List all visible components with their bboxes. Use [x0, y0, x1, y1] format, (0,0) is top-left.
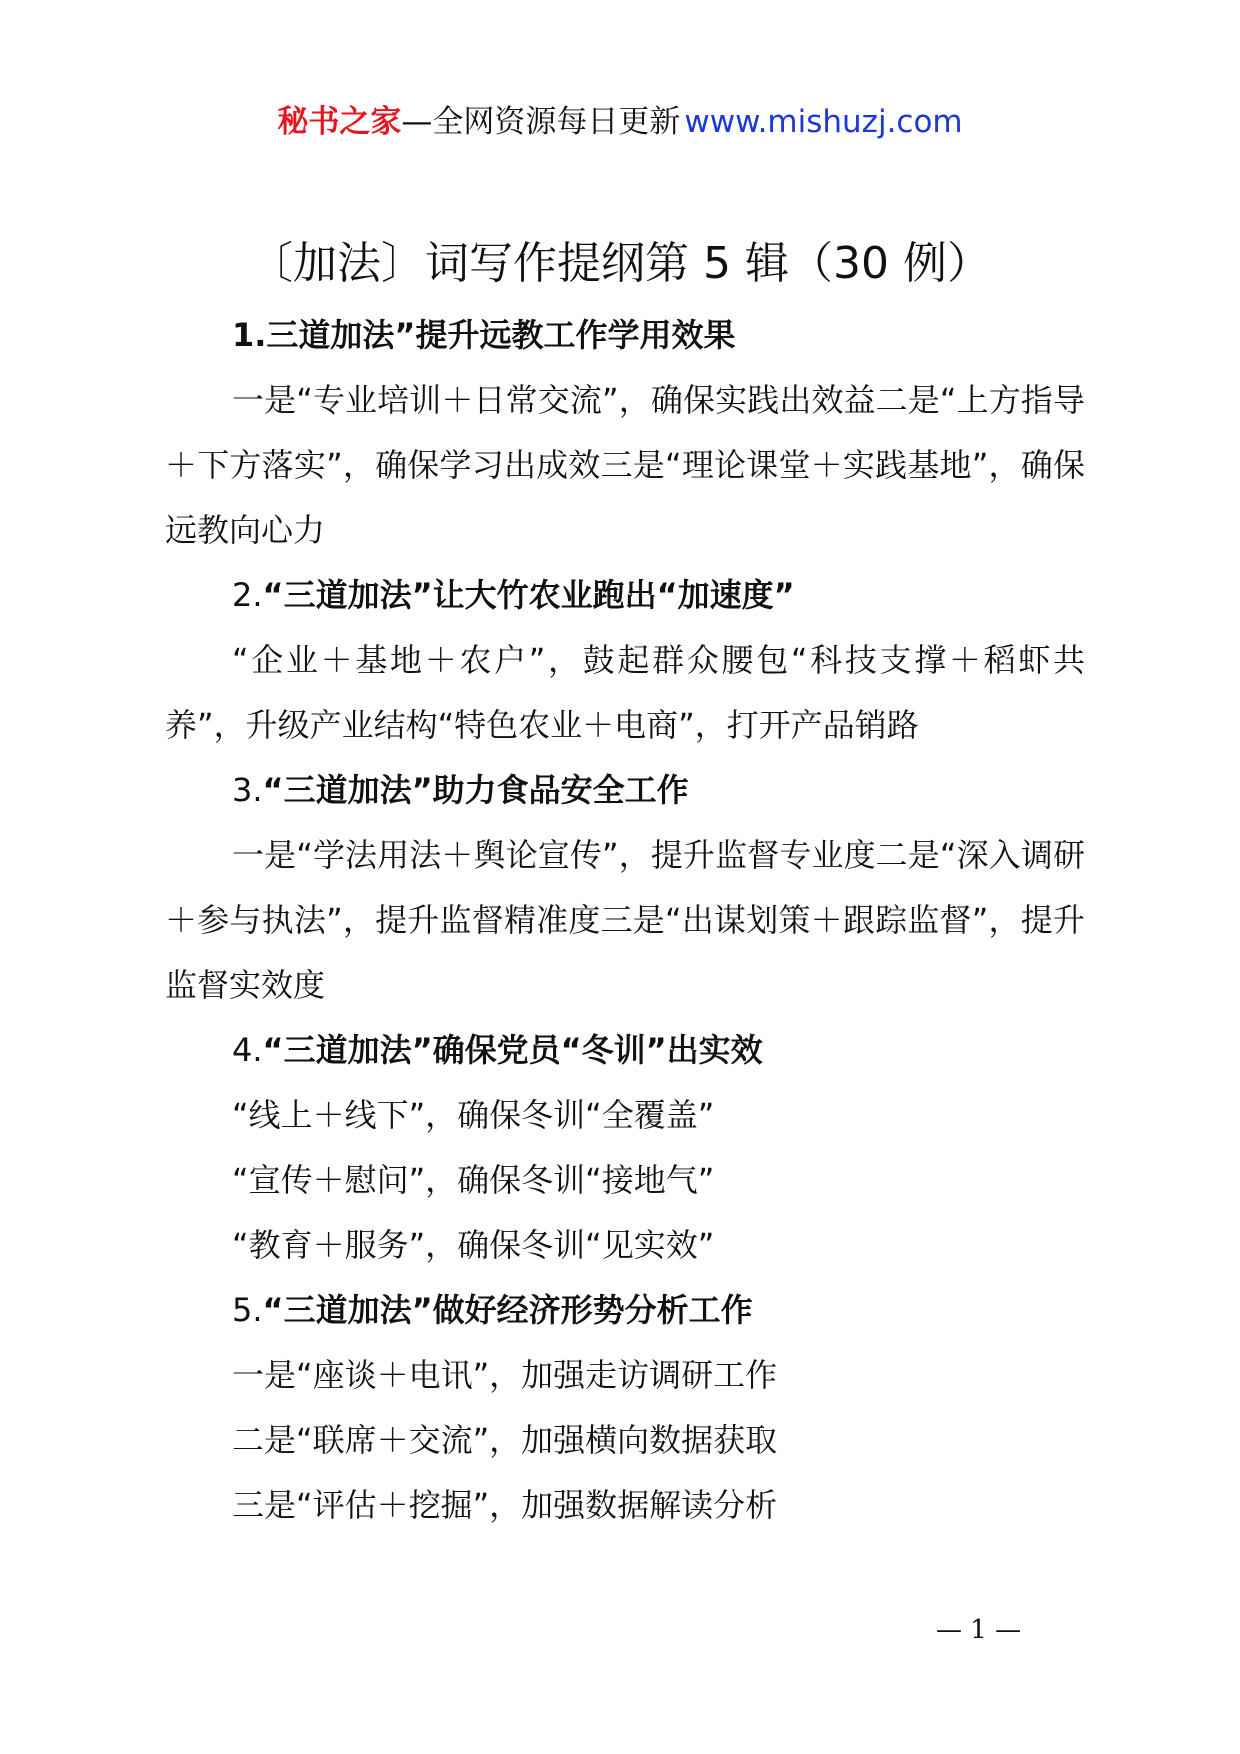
page-number: — 1 —	[936, 1615, 1022, 1645]
outline-item-4	[165, 1018, 1085, 1278]
item-number: 3.	[232, 771, 263, 809]
item-heading	[165, 1018, 1085, 1083]
header-tagline: —全网资源每日更新	[401, 104, 681, 140]
item-heading	[165, 303, 1085, 368]
item-line: “教育＋服务”，确保冬训“见实效”	[232, 1226, 715, 1264]
item-heading-text: “三道加法”助力食品安全工作	[262, 771, 689, 809]
item-heading-text: 三道加法”提升远教工作学用效果	[266, 316, 736, 354]
document-title: 〔加法〕词写作提纲第 5 辑（30 例）	[249, 238, 991, 289]
item-heading-text: “三道加法”做好经济形势分析工作	[262, 1291, 753, 1329]
document-body	[165, 303, 1085, 1538]
item-line: “线上＋线下”，确保冬训“全覆盖”	[232, 1096, 715, 1134]
item-paragraph: 一是“专业培训＋日常交流”，确保实践出效益二是“上方指导＋下方落实”，确保学习出成效三是“理论课堂＋实践基地”，确保远教向心力	[165, 381, 1085, 549]
item-paragraph: “企业＋基地＋农户”，鼓起群众腰包“科技支撑＋稻虾共养”，升级产业结构“特色农业＋电商”，打开产品销路	[165, 641, 1085, 744]
brand-name: 秘书之家	[277, 104, 402, 140]
item-heading	[165, 1278, 1085, 1343]
item-line: 一是“座谈＋电讯”，加强走访调研工作	[232, 1356, 778, 1394]
item-line: 三是“评估＋挖掘”，加强数据解读分析	[232, 1486, 778, 1524]
outline-item-5	[165, 1278, 1085, 1538]
outline-item-1	[165, 303, 1085, 563]
outline-item-2	[165, 563, 1085, 758]
item-paragraph: 一是“学法用法＋舆论宣传”，提升监督专业度二是“深入调研＋参与执法”，提升监督精准度三是“出谋划策＋跟踪监督”，提升监督实效度	[165, 836, 1085, 1004]
item-number: 4.	[232, 1031, 263, 1069]
item-heading	[165, 563, 1085, 628]
item-heading-text: “三道加法”确保党员“冬训”出实效	[262, 1031, 763, 1069]
item-number: 5.	[232, 1291, 263, 1329]
item-heading-text: “三道加法”让大竹农业跑出“加速度”	[262, 576, 795, 614]
item-heading	[165, 758, 1085, 823]
site-header	[0, 100, 1240, 144]
item-number: 2.	[232, 576, 263, 614]
item-line: 二是“联席＋交流”，加强横向数据获取	[232, 1421, 778, 1459]
site-url-link[interactable]: www.mishuzj.com	[684, 104, 963, 140]
item-line: “宣传＋慰问”，确保冬训“接地气”	[232, 1161, 715, 1199]
item-number: 1.	[232, 316, 267, 354]
outline-item-3	[165, 758, 1085, 1018]
